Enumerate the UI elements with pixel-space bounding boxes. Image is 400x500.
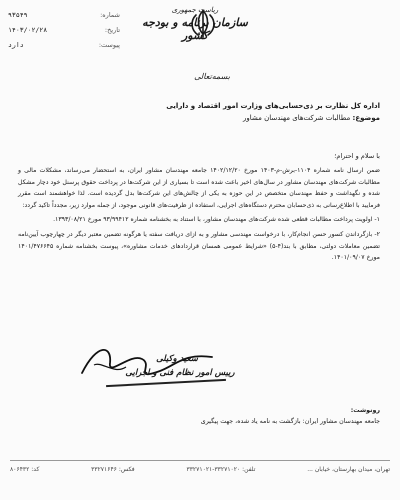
meta-attachment-row — [8, 38, 120, 53]
meta-number-value: ۹۳۵۴۹ — [8, 11, 28, 19]
meta-attachment-label: پیوست: — [98, 41, 120, 49]
greeting: با سلام و احترام؛ — [334, 152, 380, 160]
footer-address: تهران، میدان بهارستان، خیابان ... — [307, 466, 390, 473]
signatory-title: رییس امور نظام فنی و اجرایی — [125, 368, 235, 378]
meta-date-row — [8, 23, 120, 38]
letter-body — [18, 165, 380, 267]
cc-label: رونوشت: — [350, 407, 380, 414]
meta-attachment-value: دارد — [8, 41, 24, 49]
meta-date-value: ۱۴۰۳/۰۲/۲۸ — [8, 26, 48, 34]
footer-code: کد: ۸۰۶۴۳۲ — [10, 466, 40, 473]
footer-phone: تلفن: ۳۳۲۷۱۰۲۰-۳۳۲۷۱۰۲۱ — [186, 466, 256, 473]
subject-label: موضوع: — [352, 114, 380, 122]
body-paragraph: ضمن ارسال نامه شماره ۱۱۰۴-برش-م-۱۴۰۳ مورخ ۱۴۰۲/۱۲/۲۰ جامعه مهندسان مشاور ایران، به استحضار می‌رساند، مشکلات مالی و مطالبات شرکت‌های مهندسان مشاور در سال‌های اخیر باعث شده است تا بسیاری از این شرکت‌ها در پرداخت حقوق پرسنل خود دچار مشکل شده و نگهداشت و حفظ مهندسان متخصص در این حوزه به یکی از چالش‌های این شرکت‌ها بدل گردیده است. لذا خواهشمند است مقرر فرمایید با اطلاع‌رسانی به ذی‌حسابان محترم دستگاه‌های اجرایی، استفاده از ظرفیت‌های قانونی موجود، از جمله موارد زیر، مجدداً تاکید گردد: — [18, 167, 380, 209]
subject-line — [20, 112, 380, 124]
org-line-name: سازمان برنامه و بودجه کشور — [142, 16, 248, 42]
carbon-copy-section — [20, 405, 380, 427]
footer-divider — [10, 460, 390, 461]
meta-date-label: تاریخ: — [104, 26, 120, 34]
subject-text: مطالبات شرکت‌های مهندسان مشاور — [243, 114, 351, 122]
cc-line: جامعه مهندسان مشاور ایران: بازگشت به نامه یاد شده، جهت پیگیری — [200, 418, 380, 425]
org-line-presidency: ریاست جمهوری — [171, 6, 219, 14]
body-item-2: ۲- بازگرداندن کسور حسن انجام‌کار، با درخواست مهندسی مشاور و به ازای دریافت سفته یا هرگونه تضمین معتبر دیگر در چهارچوب آیین‌نامه تضمین معاملات دولتی، مطابق با بند(۴-۵) «شرایط عمومی همسان قراردادهای خدمات مشاوره»، پیوست بخشنامه شماره ۱۴۰۱/۴۷۶۶۴۵ مورخ ۱۴۰۱/۰۹/۰۷. — [18, 230, 380, 262]
organization-title — [140, 6, 250, 42]
recipient-line: اداره کل نظارت بر ذی‌حسابی‌های وزارت امور اقتصاد و دارایی — [166, 102, 380, 110]
footer — [10, 466, 390, 473]
body-item-1: ۱- اولویت پرداخت مطالبات قطعی شده شرکت‌های مهندسان مشاور، با استناد به بخشنامه شماره ۹۳/۹۹۴۱۲ مورخ ۱۳۹۳/۰۸/۲۱. — [53, 216, 380, 224]
meta-number-label: شماره: — [100, 11, 120, 19]
footer-fax: فکس: ۳۳۲۷۱۶۴۶ — [91, 466, 135, 473]
meta-number-row — [8, 8, 120, 23]
bismillah-heading: بسمه‌تعالی — [194, 72, 230, 81]
signatory-name: سعید وکیلی — [156, 354, 198, 364]
letter-meta — [8, 8, 120, 53]
